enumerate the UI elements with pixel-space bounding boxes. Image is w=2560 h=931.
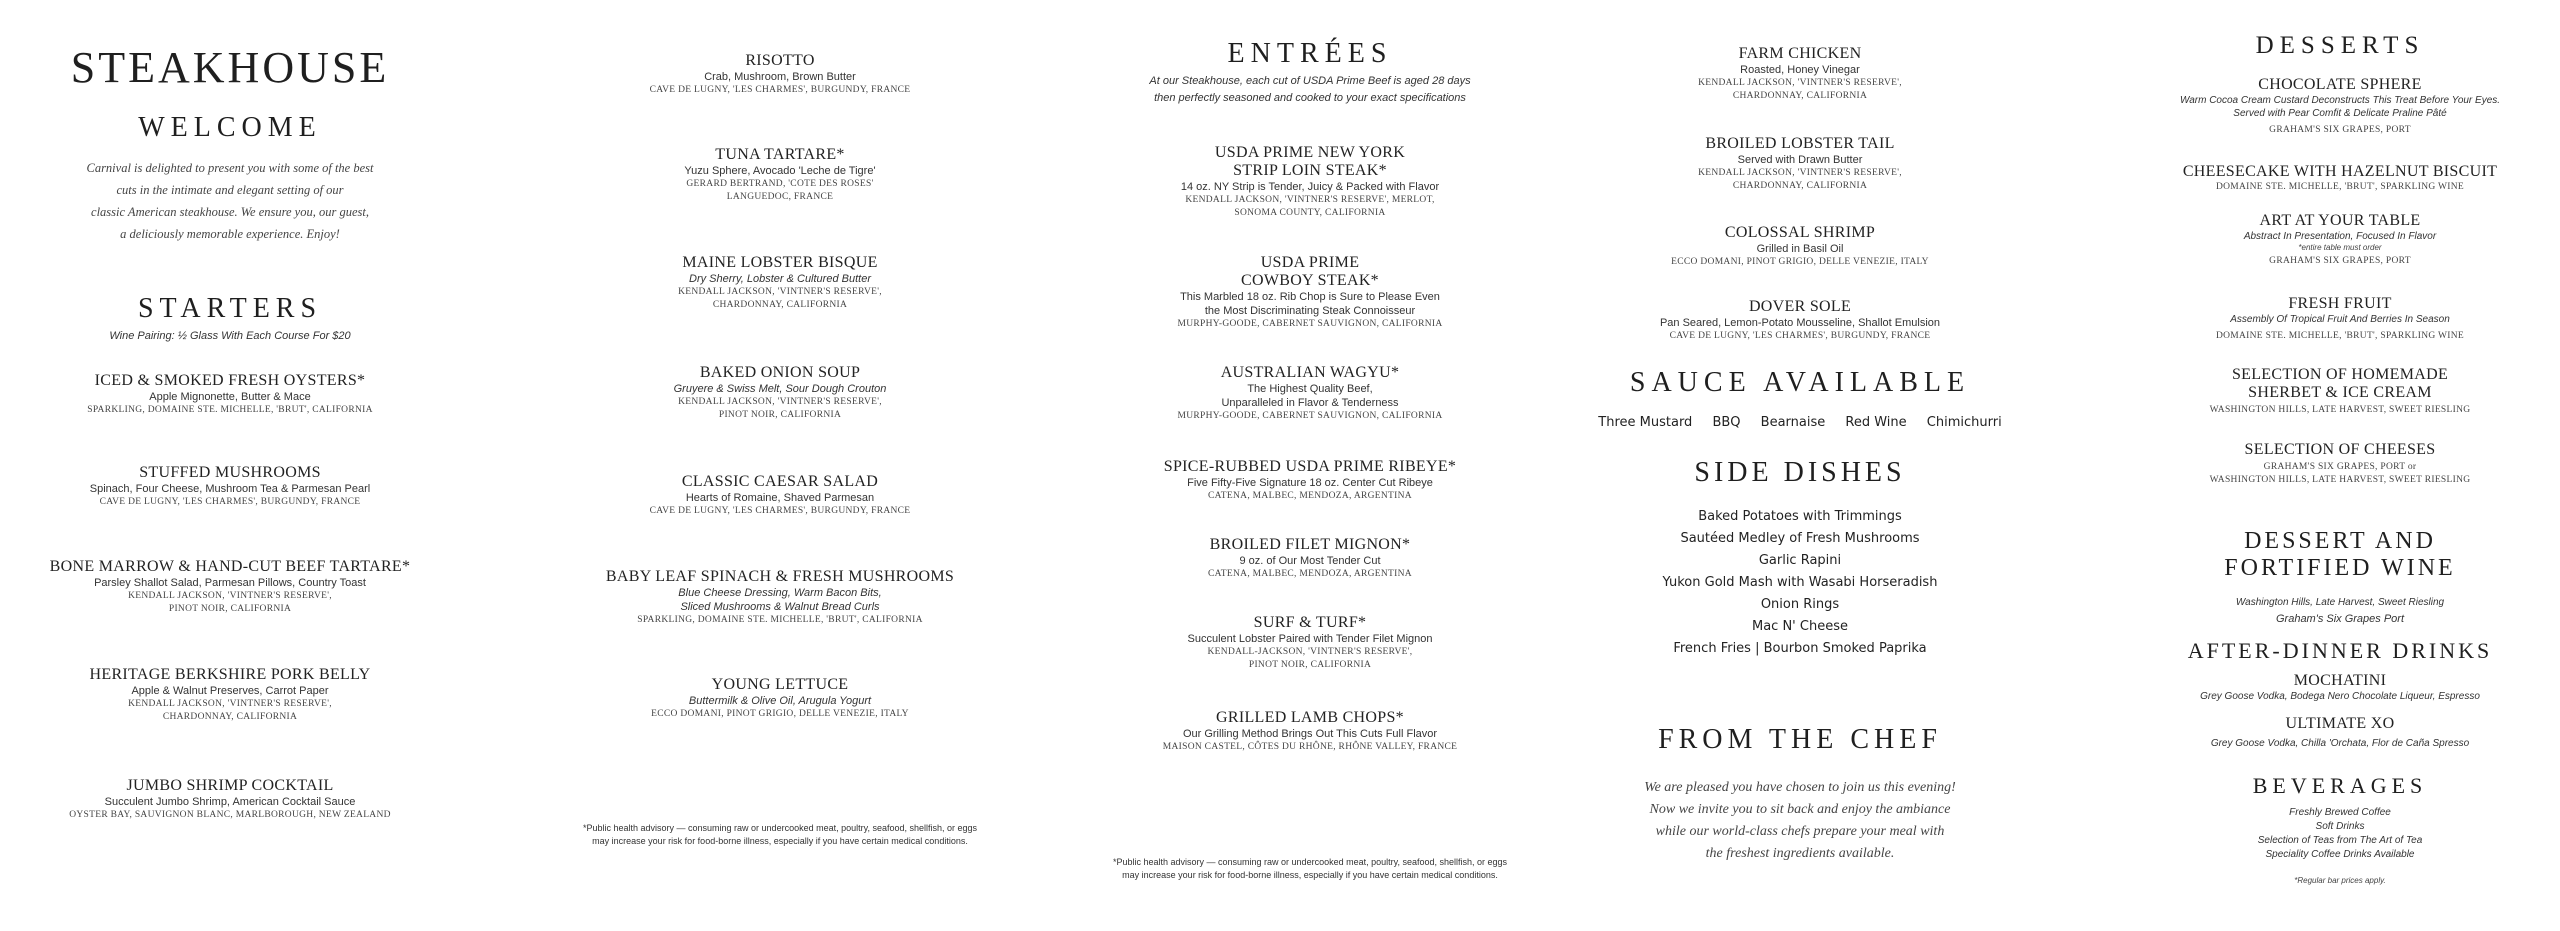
menu-item-wine: PINOT NOIR, CALIFORNIA xyxy=(1248,660,1372,670)
menu-item xyxy=(40,777,420,822)
menu-item-name: BAKED ONION SOUP xyxy=(699,364,861,381)
menu-column-soups-salads xyxy=(540,0,1020,931)
menu-item-name: HERITAGE BERKSHIRE PORK BELLY xyxy=(89,666,371,683)
menu-item-name: FARM CHICKEN xyxy=(1738,45,1862,62)
menu-item-name: USDA PRIME NEW YORK xyxy=(1214,144,1406,161)
dessert-name: SELECTION OF HOMEMADE xyxy=(2231,366,2449,383)
advisory-line: may increase your risk for food-borne illness, especially if you have certain medical conditions. xyxy=(1122,870,1498,880)
menu-item-desc: 9 oz. of Our Most Tender Cut xyxy=(1239,555,1381,567)
menu-item-name: COLOSSAL SHRIMP xyxy=(1724,224,1876,241)
menu-item xyxy=(1580,298,2020,343)
menu-item-desc: 14 oz. NY Strip is Tender, Juicy & Packed with Flavor xyxy=(1180,181,1440,193)
menu-item-wine: ECCO DOMANI, PINOT GRIGIO, DELLE VENEZIE, ITALY xyxy=(651,709,909,719)
sauce-item: Three Mustard xyxy=(1598,415,1693,430)
menu-item xyxy=(540,568,1020,627)
menu-item xyxy=(1050,364,1570,423)
dessert-item xyxy=(2120,163,2560,194)
menu-item-name: YOUNG LETTUCE xyxy=(711,676,849,693)
menu-item-desc: Apple & Walnut Preserves, Carrot Paper xyxy=(131,685,329,697)
menu-item-wine: SPARKLING, DOMAINE STE. MICHELLE, 'BRUT', CALIFORNIA xyxy=(87,405,373,415)
dessert-item xyxy=(2120,366,2560,417)
menu-item xyxy=(40,464,420,509)
advisory-line: *Public health advisory — consuming raw or undercooked meat, poultry, seafood, shellfish, or eggs xyxy=(1112,857,1508,867)
menu-item-name: SPICE-RUBBED USDA PRIME RIBEYE* xyxy=(1163,458,1457,475)
chef-line: Now we invite you to sit back and enjoy the ambiance xyxy=(1649,802,1951,817)
menu-item-wine: PINOT NOIR, CALIFORNIA xyxy=(718,410,842,420)
menu-item-name: ICED & SMOKED FRESH OYSTERS* xyxy=(94,372,366,389)
dessert-name: SELECTION OF CHEESES xyxy=(2244,441,2436,458)
menu-item-name: JUMBO SHRIMP COCKTAIL xyxy=(126,777,334,794)
menu-item-desc: Five Fifty-Five Signature 18 oz. Center Cut Ribeye xyxy=(1187,477,1433,489)
menu-item xyxy=(1050,144,1570,220)
menu-item-name: GRILLED LAMB CHOPS* xyxy=(1216,709,1404,726)
dessert-wine: DOMAINE STE. MICHELLE, 'BRUT', SPARKLING WINE xyxy=(2215,331,2465,341)
menu-item-wine: CHARDONNAY, CALIFORNIA xyxy=(712,300,848,310)
dessert-item xyxy=(2120,441,2560,487)
menu-item-wine: CATENA, MALBEC, MENDOZA, ARGENTINA xyxy=(1208,491,1412,501)
menu-item-wine: SPARKLING, DOMAINE STE. MICHELLE, 'BRUT', CALIFORNIA xyxy=(637,615,923,625)
menu-item-name: USDA PRIME xyxy=(1260,254,1360,271)
menu-item-desc: The Highest Quality Beef, xyxy=(1247,383,1373,395)
wine-pairing-note: Wine Pairing: ½ Glass With Each Course For $20 xyxy=(109,330,351,342)
menu-item-wine: MAISON CASTEL, CÔTES DU RHÔNE, RHÔNE VALLEY, FRANCE xyxy=(1162,742,1458,752)
menu-item-desc: Pan Seared, Lemon-Potato Mousseline, Shallot Emulsion xyxy=(1659,317,1941,329)
menu-item-desc: Buttermilk & Olive Oil, Arugula Yogurt xyxy=(688,695,872,707)
dessert-item xyxy=(2120,212,2560,268)
menu-item-wine: CATENA, MALBEC, MENDOZA, ARGENTINA xyxy=(1208,569,1412,579)
menu-item xyxy=(40,558,420,616)
menu-item xyxy=(40,372,420,417)
menu-item-desc: Hearts of Romaine, Shaved Parmesan xyxy=(685,492,875,504)
drink-name: MOCHATINI xyxy=(2293,672,2387,689)
dessert-wine: DOMAINE STE. MICHELLE, 'BRUT', SPARKLING WINE xyxy=(2215,182,2465,192)
chef-line: while our world-class chefs prepare your meal with xyxy=(1655,824,1945,839)
entrees-title: ENTRÉES xyxy=(1227,38,1393,69)
advisory-line: *Public health advisory — consuming raw or undercooked meat, poultry, seafood, shellfish, or eggs xyxy=(582,823,978,833)
menu-item xyxy=(1050,254,1570,331)
sauce-item: Bearnaise xyxy=(1760,415,1826,430)
menu-item-name: CLASSIC CAESAR SALAD xyxy=(681,473,879,490)
dessert-wine: GRAHAM'S SIX GRAPES, PORT xyxy=(2269,256,2411,266)
menu-item-name: AUSTRALIAN WAGYU* xyxy=(1220,364,1400,381)
menu-item xyxy=(1050,614,1570,672)
menu-item-desc: Crab, Mushroom, Brown Butter xyxy=(704,71,856,83)
sauce-title: SAUCE AVAILABLE xyxy=(1629,367,1971,398)
drink-desc: Grey Goose Vodka, Bodega Nero Chocolate Liqueur, Espresso xyxy=(2200,691,2480,702)
menu-item xyxy=(1050,709,1570,754)
dessert-note: *entire table must order xyxy=(2298,243,2382,252)
dessert-desc: Warm Cocoa Cream Custard Deconstructs This Treat Before Your Eyes. xyxy=(2179,95,2501,106)
fortified-wine-list xyxy=(2120,595,2560,628)
menu-column-mains-sides xyxy=(1580,0,2020,931)
beverage-item: Selection of Teas from The Art of Tea xyxy=(2257,835,2423,846)
menu-item-wine: CHARDONNAY, CALIFORNIA xyxy=(1732,91,1868,101)
fortified-title-line: DESSERT AND xyxy=(2244,528,2436,554)
drink-item xyxy=(2120,672,2560,704)
menu-item-wine: CAVE DE LUGNY, 'LES CHARMES', BURGUNDY, FRANCE xyxy=(1669,331,1931,341)
menu-item xyxy=(540,254,1020,312)
menu-item-wine: CHARDONNAY, CALIFORNIA xyxy=(162,712,298,722)
chef-line: the freshest ingredients available. xyxy=(1705,846,1895,861)
menu-item-desc: Unparalleled in Flavor & Tenderness xyxy=(1221,397,1399,409)
starters-title: STARTERS xyxy=(137,293,323,324)
beverage-item: Freshly Brewed Coffee xyxy=(2289,807,2391,818)
menu-item-desc: Succulent Jumbo Shrimp, American Cocktail Sauce xyxy=(104,796,356,808)
fortified-wine-item: Graham's Six Grapes Port xyxy=(2275,613,2405,625)
menu-item-wine: PINOT NOIR, CALIFORNIA xyxy=(168,604,292,614)
welcome-line: Carnival is delighted to present you with some of the best xyxy=(86,161,374,175)
fortified-wine-title xyxy=(2120,528,2560,582)
side-dishes-list xyxy=(1580,506,2020,660)
advisory-line: may increase your risk for food-borne illness, especially if you have certain medical conditions. xyxy=(592,836,968,846)
menu-item-desc: Our Grilling Method Brings Out This Cuts Full Flavor xyxy=(1182,728,1438,740)
menu-item-desc: the Most Discriminating Steak Connoisseur xyxy=(1204,305,1416,317)
menu-item-name: BABY LEAF SPINACH & FRESH MUSHROOMS xyxy=(605,568,955,585)
welcome-line: classic American steakhouse. We ensure you, our guest, xyxy=(91,205,369,219)
intro-line: At our Steakhouse, each cut of USDA Prime Beef is aged 28 days xyxy=(1149,75,1471,87)
menu-item-wine: CAVE DE LUGNY, 'LES CHARMES', BURGUNDY, FRANCE xyxy=(649,506,911,516)
dessert-item xyxy=(2120,295,2560,343)
dessert-name: ART AT YOUR TABLE xyxy=(2259,212,2421,229)
menu-item-name: TUNA TARTARE* xyxy=(715,146,845,163)
menu-item-wine: KENDALL-JACKSON, 'VINTNER'S RESERVE', xyxy=(1207,647,1413,657)
menu-item xyxy=(1050,458,1570,503)
menu-item-wine: MURPHY-GOODE, CABERNET SAUVIGNON, CALIFORNIA xyxy=(1177,411,1443,421)
health-advisory xyxy=(1050,856,1570,882)
menu-item xyxy=(1050,536,1570,581)
menu-column-desserts xyxy=(2120,0,2560,931)
beverages-title: BEVERAGES xyxy=(2252,773,2428,798)
menu-item xyxy=(540,146,1020,204)
menu-item-name: BROILED LOBSTER TAIL xyxy=(1705,135,1895,152)
fortified-wine-item: Washington Hills, Late Harvest, Sweet Riesling xyxy=(2235,597,2445,608)
dessert-wine: GRAHAM'S SIX GRAPES, PORT xyxy=(2269,125,2411,135)
menu-item xyxy=(40,666,420,724)
dessert-desc: Served with Pear Comfit & Delicate Praline Pâté xyxy=(2233,108,2447,119)
menu-item-desc: This Marbled 18 oz. Rib Chop is Sure to Please Even xyxy=(1180,291,1440,303)
dessert-name: CHOCOLATE SPHERE xyxy=(2258,76,2422,93)
dessert-desc: Assembly Of Tropical Fruit And Berries In Season xyxy=(2230,314,2450,325)
menu-item-name: DOVER SOLE xyxy=(1748,298,1852,315)
menu-column-starters xyxy=(40,0,420,931)
dessert-name: SHERBET & ICE CREAM xyxy=(2248,384,2432,401)
menu-item-name: SURF & TURF* xyxy=(1253,614,1367,631)
dessert-wine: WASHINGTON HILLS, LATE HARVEST, SWEET RIESLING xyxy=(2209,475,2471,485)
menu-item-desc: Gruyere & Swiss Melt, Sour Dough Crouton xyxy=(673,383,887,395)
sauce-item: Chimichurri xyxy=(1926,415,2002,430)
menu-item-desc: Apple Mignonette, Butter & Mace xyxy=(149,391,311,403)
from-the-chef-title: FROM THE CHEF xyxy=(1658,724,1942,755)
side-dishes-title: SIDE DISHES xyxy=(1694,457,1906,488)
welcome-line: cuts in the intimate and elegant setting of our xyxy=(116,183,344,197)
menu-item-desc: Dry Sherry, Lobster & Cultured Butter xyxy=(689,273,871,285)
menu-item-name: MAINE LOBSTER BISQUE xyxy=(682,254,878,271)
menu-item xyxy=(540,52,1020,97)
menu-item-name: BROILED FILET MIGNON* xyxy=(1209,536,1411,553)
side-item: French Fries | Bourbon Smoked Paprika xyxy=(1673,641,1927,656)
menu-item-name: COWBOY STEAK* xyxy=(1241,272,1379,289)
menu-item-name: RISOTTO xyxy=(745,52,815,69)
sauce-list xyxy=(1580,415,2020,430)
menu-item-desc: Blue Cheese Dressing, Warm Bacon Bits, xyxy=(678,587,882,599)
fortified-title-line: FORTIFIED WINE xyxy=(2224,555,2456,581)
side-item: Mac N' Cheese xyxy=(1752,619,1848,634)
side-item: Sautéed Medley of Fresh Mushrooms xyxy=(1680,531,1920,546)
menu-item-wine: MURPHY-GOODE, CABERNET SAUVIGNON, CALIFORNIA xyxy=(1177,319,1443,329)
welcome-text xyxy=(40,157,420,245)
menu-item-wine: GERARD BERTRAND, 'COTE DES ROSES' xyxy=(686,179,874,189)
dessert-item xyxy=(2120,76,2560,137)
chef-line: We are pleased you have chosen to join us this evening! xyxy=(1644,780,1956,795)
menu-item-desc: Parsley Shallot Salad, Parmesan Pillows, Country Toast xyxy=(94,577,366,589)
beverages-list xyxy=(2120,806,2560,862)
menu-item-name: STUFFED MUSHROOMS xyxy=(139,464,321,481)
menu-item xyxy=(540,676,1020,721)
menu-item-desc: Yuzu Sphere, Avocado 'Leche de Tigre' xyxy=(684,165,876,177)
menu-item-name: BONE MARROW & HAND-CUT BEEF TARTARE* xyxy=(49,558,411,575)
menu-item-wine: OYSTER BAY, SAUVIGNON BLANC, MARLBOROUGH, NEW ZEALAND xyxy=(69,810,391,820)
sauce-item: BBQ xyxy=(1712,415,1741,430)
menu-column-entrees xyxy=(1050,0,1570,931)
drink-name: ULTIMATE XO xyxy=(2285,715,2395,732)
welcome-title: WELCOME xyxy=(138,112,322,143)
dessert-wine: GRAHAM'S SIX GRAPES, PORT or xyxy=(2263,462,2417,472)
menu-item-wine: CAVE DE LUGNY, 'LES CHARMES', BURGUNDY, FRANCE xyxy=(649,85,911,95)
dessert-name: FRESH FRUIT xyxy=(2288,295,2392,312)
health-advisory xyxy=(540,822,1020,848)
menu-item-desc: Sliced Mushrooms & Walnut Bread Curls xyxy=(680,601,880,613)
menu-item-wine: CAVE DE LUGNY, 'LES CHARMES', BURGUNDY, FRANCE xyxy=(99,497,361,507)
menu-item-name: STRIP LOIN STEAK* xyxy=(1233,162,1387,179)
menu-item-wine: KENDALL JACKSON, 'VINTNER'S RESERVE', xyxy=(128,699,332,709)
beverage-item: Soft Drinks xyxy=(2315,821,2365,832)
side-item: Onion Rings xyxy=(1760,597,1840,612)
intro-line: then perfectly seasoned and cooked to your exact specifications xyxy=(1154,92,1466,104)
side-item: Yukon Gold Mash with Wasabi Horseradish xyxy=(1662,575,1938,590)
dessert-name: CHEESECAKE WITH HAZELNUT BISCUIT xyxy=(2182,163,2498,180)
chef-message xyxy=(1580,777,2020,865)
dessert-desc: Abstract In Presentation, Focused In Flavor xyxy=(2243,231,2437,242)
menu-item-wine: CHARDONNAY, CALIFORNIA xyxy=(1732,181,1868,191)
beverage-item: Speciality Coffee Drinks Available xyxy=(2265,849,2415,860)
entrees-intro xyxy=(1050,73,1570,107)
drink-item xyxy=(2120,715,2560,751)
menu-item xyxy=(1580,224,2020,269)
menu-item-wine: KENDALL JACKSON, 'VINTNER'S RESERVE', MERLOT, xyxy=(1185,195,1435,205)
menu-item-wine: LANGUEDOC, FRANCE xyxy=(726,192,834,202)
side-item: Baked Potatoes with Trimmings xyxy=(1698,509,1902,524)
menu-item-desc: Roasted, Honey Vinegar xyxy=(1740,64,1860,76)
menu-item xyxy=(1580,135,2020,193)
menu-item-wine: KENDALL JACKSON, 'VINTNER'S RESERVE', xyxy=(678,397,882,407)
menu-item-desc: Served with Drawn Butter xyxy=(1737,154,1863,166)
menu-item-wine: KENDALL JACKSON, 'VINTNER'S RESERVE', xyxy=(128,591,332,601)
menu-item-wine: SONOMA COUNTY, CALIFORNIA xyxy=(1234,208,1386,218)
menu-item-desc: Succulent Lobster Paired with Tender Filet Mignon xyxy=(1187,633,1433,645)
menu-item xyxy=(540,364,1020,422)
side-item: Garlic Rapini xyxy=(1758,553,1842,568)
restaurant-title: STEAKHOUSE xyxy=(70,43,390,92)
welcome-line: a deliciously memorable experience. Enjoy! xyxy=(120,227,340,241)
bar-prices-note: *Regular bar prices apply. xyxy=(2294,876,2386,885)
desserts-title: DESSERTS xyxy=(2255,32,2425,59)
menu-item-desc: Spinach, Four Cheese, Mushroom Tea & Parmesan Pearl xyxy=(89,483,371,495)
menu-item xyxy=(1580,45,2020,103)
sauce-item: Red Wine xyxy=(1845,415,1907,430)
dessert-wine: WASHINGTON HILLS, LATE HARVEST, SWEET RIESLING xyxy=(2209,405,2471,415)
menu-item-wine: ECCO DOMANI, PINOT GRIGIO, DELLE VENEZIE, ITALY xyxy=(1671,257,1929,267)
drink-desc: Grey Goose Vodka, Chilla 'Orchata, Flor de Caña Spresso xyxy=(2210,738,2470,749)
menu-item-wine: KENDALL JACKSON, 'VINTNER'S RESERVE', xyxy=(678,287,882,297)
menu-item-wine: KENDALL JACKSON, 'VINTNER'S RESERVE', xyxy=(1698,168,1902,178)
after-dinner-drinks-title: AFTER-DINNER DRINKS xyxy=(2187,638,2493,663)
menu-item xyxy=(540,473,1020,518)
menu-item-desc: Grilled in Basil Oil xyxy=(1756,243,1844,255)
menu-item-wine: KENDALL JACKSON, 'VINTNER'S RESERVE', xyxy=(1698,78,1902,88)
